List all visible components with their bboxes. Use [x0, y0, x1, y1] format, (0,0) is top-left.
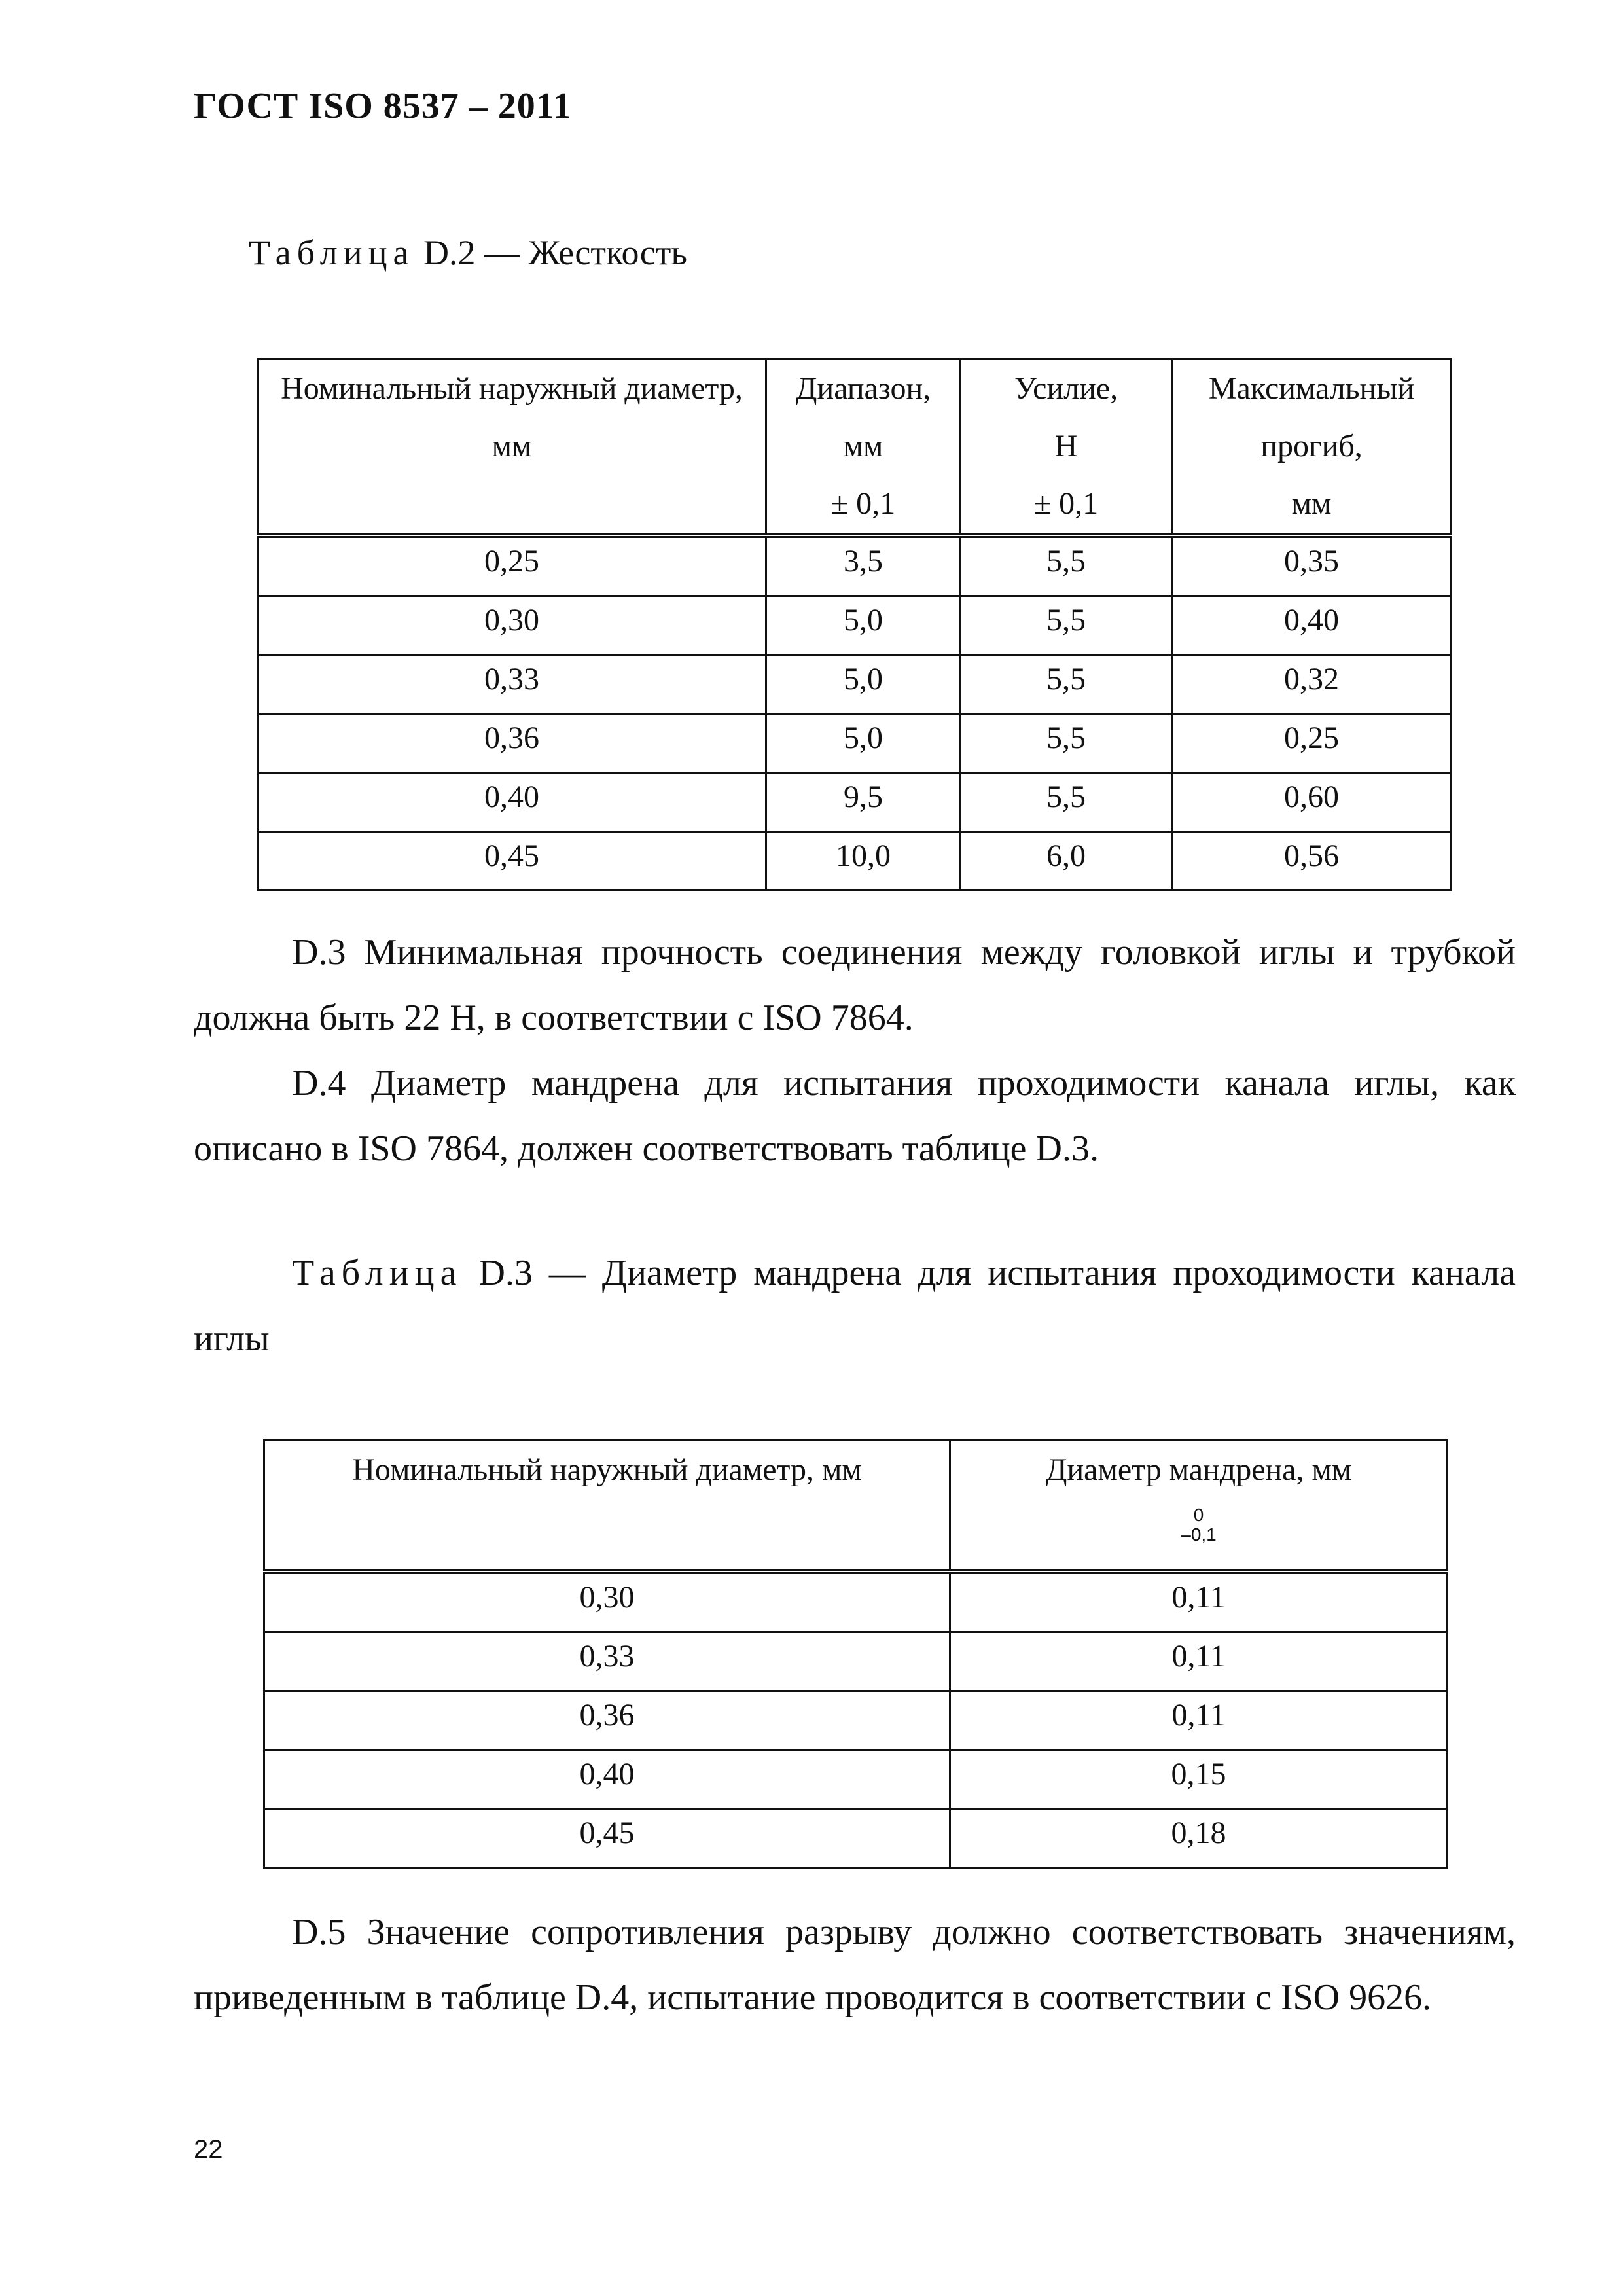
table-cell: 5,0	[766, 596, 961, 655]
header-line: Номинальный наружный диаметр,	[281, 371, 743, 406]
table-d3-caption-text: D.3 — Диаметр мандрена для испытания проходимости канала иглы	[194, 1253, 1516, 1359]
table-row	[258, 773, 1452, 832]
table-d3-caption	[194, 1240, 1516, 1371]
table-cell: 0,56	[1172, 832, 1452, 891]
table-cell: 5,5	[961, 535, 1172, 596]
tolerance-upper: 0	[1193, 1505, 1204, 1525]
table-cell: 0,40	[258, 773, 766, 832]
header-line: ± 0,1	[1033, 486, 1099, 521]
table-cell: 0,30	[264, 1571, 950, 1632]
table-d2-caption	[249, 232, 687, 273]
header-line: Н	[1054, 429, 1078, 463]
table-cell: 0,32	[1172, 655, 1452, 714]
table-d2-header-force	[961, 359, 1172, 536]
table-cell: 0,36	[264, 1691, 950, 1749]
table-cell: 9,5	[766, 773, 961, 832]
table-cell: 0,36	[258, 714, 766, 773]
table-cell: 5,0	[766, 655, 961, 714]
paragraph-d5: D.5 Значение сопротивления разрыву должно соответствовать значениям, приведенным в таблице D.4, испытание проводится в соответствии с ISO 9626.	[194, 1912, 1516, 2018]
header-line: мм	[843, 429, 883, 463]
table-cell: 5,5	[961, 773, 1172, 832]
header-line: Диапазон,	[795, 371, 931, 406]
header-line: прогиб,	[1260, 429, 1363, 463]
table-d2	[257, 358, 1452, 891]
header-line: Номинальный наружный диаметр, мм	[352, 1452, 862, 1487]
table-cell: 0,45	[264, 1808, 950, 1867]
table-cell: 5,0	[766, 714, 961, 773]
table-d2-header-range	[766, 359, 961, 536]
table-cell: 0,15	[950, 1749, 1448, 1808]
table-row	[258, 655, 1452, 714]
table-d3-caption-label: Таблица	[292, 1253, 463, 1293]
table-row	[264, 1691, 1448, 1749]
table-d2-caption-text: D.2 — Жесткость	[423, 233, 688, 272]
table-cell: 10,0	[766, 832, 961, 891]
table-cell: 0,11	[950, 1571, 1448, 1632]
table-cell: 5,5	[961, 714, 1172, 773]
table-cell: 0,18	[950, 1808, 1448, 1867]
header-line: Максимальный	[1208, 371, 1415, 406]
table-cell: 0,25	[1172, 714, 1452, 773]
page-number: 22	[194, 2135, 223, 2164]
header-line: Усилие,	[1014, 371, 1118, 406]
table-row	[264, 1632, 1448, 1691]
table-row	[264, 1749, 1448, 1808]
table-d3	[263, 1439, 1448, 1869]
table-d2-header-row	[258, 359, 1452, 536]
table-cell: 0,40	[1172, 596, 1452, 655]
table-cell: 5,5	[961, 596, 1172, 655]
table-row	[258, 596, 1452, 655]
table-d2-header-diameter	[258, 359, 766, 536]
table-d3-header-row	[264, 1441, 1448, 1571]
table-cell: 0,25	[258, 535, 766, 596]
table-cell: 0,30	[258, 596, 766, 655]
table-cell: 0,33	[264, 1632, 950, 1691]
header-line: Диаметр мандрена, мм	[1045, 1452, 1352, 1487]
table-cell: 5,5	[961, 655, 1172, 714]
table-row	[264, 1571, 1448, 1632]
table-row	[258, 535, 1452, 596]
table-cell: 0,40	[264, 1749, 950, 1808]
table-cell: 3,5	[766, 535, 961, 596]
table-cell: 0,35	[1172, 535, 1452, 596]
table-cell: 0,11	[950, 1632, 1448, 1691]
header-line: мм	[1291, 486, 1332, 521]
table-d2-header-deflection	[1172, 359, 1452, 536]
paragraph-d4: D.4 Диаметр мандрена для испытания проходимости канала иглы, как описано в ISO 7864, должен соответствовать таблице D.3.	[194, 1063, 1516, 1169]
table-d2-caption-label: Таблица	[249, 233, 415, 272]
header-line: мм	[491, 429, 532, 463]
tolerance-lower: –0,1	[1181, 1524, 1217, 1545]
table-d3-header-mandrel	[950, 1441, 1448, 1571]
table-cell: 0,11	[950, 1691, 1448, 1749]
table-d3-header-diameter	[264, 1441, 950, 1571]
table-row	[258, 714, 1452, 773]
table-cell: 0,60	[1172, 773, 1452, 832]
header-line: ± 0,1	[830, 486, 896, 521]
table-row	[258, 832, 1452, 891]
paragraph-d3: D.3 Минимальная прочность соединения между головкой иглы и трубкой должна быть 22 Н, в соответствии с ISO 7864.	[194, 932, 1516, 1038]
table-cell: 6,0	[961, 832, 1172, 891]
table-cell: 0,33	[258, 655, 766, 714]
document-header: ГОСТ ISO 8537 – 2011	[194, 86, 572, 126]
table-row	[264, 1808, 1448, 1867]
table-cell: 0,45	[258, 832, 766, 891]
